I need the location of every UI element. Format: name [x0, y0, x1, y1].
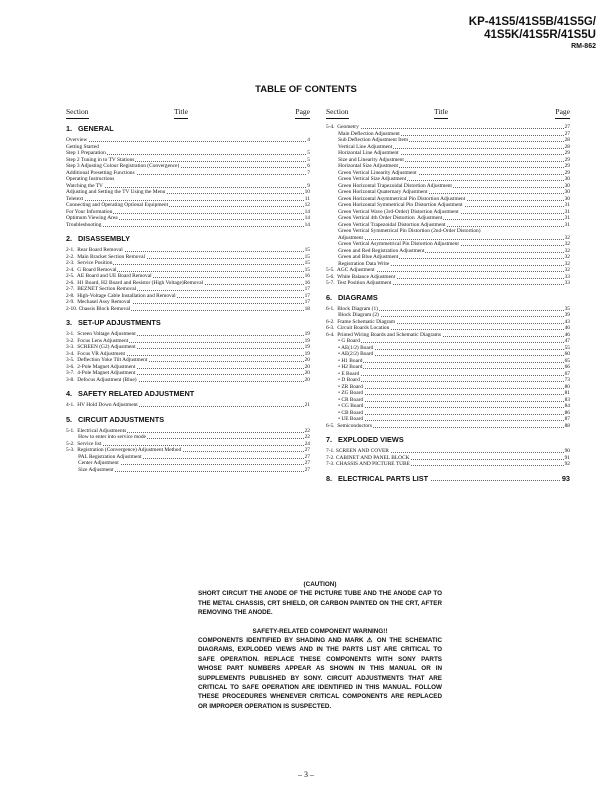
toc-entry[interactable]	[66, 402, 310, 409]
toc-section-heading	[66, 234, 310, 243]
entry-page: 35	[564, 305, 570, 312]
entry-page: 24	[304, 440, 310, 447]
entry-page: 21	[304, 402, 310, 408]
entry-page: 29	[564, 169, 570, 176]
entry-page: 28	[564, 143, 570, 150]
entry-title: Green Horizontal Trapezoidal Distortion Adjustment	[326, 182, 452, 189]
entry-page: 17	[304, 286, 310, 292]
entry-page: 46	[564, 325, 570, 331]
entry-title: Green Vertical Asymmetrical Pin Distortion Adjustment	[326, 241, 459, 247]
leader-dots	[326, 375, 570, 376]
section-number: 2.	[66, 234, 73, 243]
section-number: 8.	[326, 473, 333, 483]
entry-page: 73	[564, 377, 570, 383]
caution-heading: (CAUTION)	[303, 581, 337, 588]
entry-title: 2-6. H1 Board, H2 Board and Resistor (High Voltage)Removal	[66, 279, 204, 286]
entry-page: 15	[304, 247, 310, 253]
entry-page: 66	[564, 364, 570, 370]
entry-page: 10	[304, 189, 310, 195]
entry-title: 6-5. Semiconductors	[326, 422, 372, 429]
entry-page: 15	[304, 266, 310, 273]
left-column-header	[66, 107, 310, 121]
entry-title: • AE(2/2) Board	[326, 351, 374, 357]
entry-title: How to enter into service mode	[66, 434, 146, 440]
page-header: Page	[555, 107, 570, 116]
entry-page: 87	[564, 416, 570, 422]
leader-dots	[326, 381, 570, 382]
entry-title: 3-8. Defocus Adjustment (Blue)	[66, 376, 137, 383]
entry-page: 20	[304, 363, 310, 370]
entry-title: Optimum Viewing Area	[66, 215, 118, 221]
entry-title: 2-2. Main Bracket Section Removal	[66, 253, 146, 260]
toc-entry[interactable]	[326, 461, 570, 468]
entry-title: Green Horizontal Symmetrical Pin Distortion Adjustment	[326, 202, 463, 208]
entry-page: 46	[564, 331, 570, 338]
entry-title: 4-1. HV Hold Down Adjustment	[66, 402, 138, 408]
entry-title: 3-6. 2-Pole Magnet Adjustment	[66, 363, 136, 370]
entry-title: 7-2. CABINET AND PANEL BLOCK	[326, 454, 410, 461]
toc-entry[interactable]	[326, 423, 570, 430]
entry-title: • D Board	[326, 377, 360, 383]
entry-page: 88	[564, 422, 570, 429]
section-number: 4.	[66, 389, 73, 398]
section-label: CIRCUIT ADJUSTMENTS	[78, 414, 165, 424]
entry-page: 29	[564, 163, 570, 169]
entry-title: 5-6. White Balance Adjustment	[326, 273, 396, 280]
entry-title: 2-3. Service Position	[66, 260, 113, 266]
toc-right-column	[326, 124, 570, 487]
entry-page: 27	[304, 453, 310, 460]
entry-title: Sub Deflection Adjustment Item	[326, 137, 409, 143]
section-label: ELECTRICAL PARTS LIST	[338, 473, 429, 483]
entry-page: 39	[564, 312, 570, 318]
toc-left-column	[66, 124, 310, 473]
remote-model: RM-862	[571, 43, 596, 50]
entry-title: Connecting and Operating Optional Equipment	[66, 202, 169, 208]
entry-title: 3-5. Deflection Yoke Tilt Adjustment	[66, 357, 148, 363]
entry-title: Green Vertical Symmetrical Pin Distortion (2nd-Order Distortion)	[326, 228, 481, 234]
entry-title: Size and Linearity Adjustment	[326, 156, 404, 163]
entry-page: 33	[564, 273, 570, 280]
title-header: Title	[434, 107, 448, 116]
title-header: Title	[174, 107, 188, 116]
entry-page: 7	[307, 169, 310, 176]
entry-page: 28	[564, 137, 570, 143]
entry-page: 15	[304, 253, 310, 260]
entry-title: Block Diagram (2)	[326, 312, 379, 318]
entry-title: PAL Registration Adjustment	[66, 453, 142, 460]
entry-title: Step 2 Tuning in to TV Stations	[66, 156, 135, 163]
entry-page: 6	[307, 163, 310, 169]
entry-page: 29	[564, 150, 570, 156]
entry-title: 3-2. Focus Lens Adjustment	[66, 337, 129, 344]
toc-entry[interactable]	[66, 467, 310, 474]
entry-page: 27	[304, 466, 310, 473]
toc-section-heading	[66, 415, 310, 424]
entry-page: 32	[564, 267, 570, 273]
entry-page: 19	[304, 337, 310, 344]
entry-page: 19	[304, 350, 310, 357]
entry-page: 17	[304, 299, 310, 305]
entry-page: 31	[564, 221, 570, 228]
entry-title: Adjustment	[326, 234, 363, 241]
entry-title: Green Horizontal Quaternary Adjustment	[326, 189, 428, 195]
entry-title: Troubleshooting	[66, 221, 102, 228]
entry-page: 43	[564, 318, 570, 325]
entry-title: 6-2. Frame Schematic Diagram	[326, 318, 396, 325]
entry-title: • CR Board	[326, 396, 364, 403]
entry-title: Vertical Line Adjustment	[326, 143, 393, 150]
entry-title: Horizontal Line Adjustment	[326, 150, 399, 156]
entry-page: 67	[564, 370, 570, 377]
entry-page: 14	[304, 221, 310, 228]
entry-page: 27	[304, 460, 310, 466]
entry-title: 7-3. CHASSIS AND PICTURE TUBE	[326, 461, 410, 467]
entry-page: 27	[564, 130, 570, 137]
entry-page: 32	[564, 241, 570, 247]
entry-page: 31	[564, 215, 570, 221]
entry-title: 6-1. Block Diagram (1)	[326, 305, 378, 312]
entry-title: Operating Instructions	[66, 176, 115, 182]
page-title: TABLE OF CONTENTS	[255, 84, 357, 95]
entry-title: Watching the TV	[66, 182, 103, 189]
entry-title: Green Vertical Trapezoidal Distortion Adjustment	[326, 221, 446, 228]
entry-title: • ZG Board	[326, 390, 364, 396]
entry-page: 91	[564, 454, 570, 461]
entry-page: 27	[564, 124, 570, 130]
leader-dots	[326, 342, 570, 343]
entry-title: 3-3. SCREEN (G2) Adjustment	[66, 344, 136, 350]
entry-page: 33	[564, 280, 570, 286]
entry-page: 14	[304, 215, 310, 221]
entry-page: 9	[307, 182, 310, 189]
entry-title: 5-7. Test Position Adjustment	[326, 280, 392, 286]
section-label: SAFETY RELATED ADJUSTMENT	[78, 389, 195, 398]
entry-page: 20	[304, 370, 310, 376]
model-header	[469, 16, 596, 50]
entry-title: Additional Presetting Functions	[66, 169, 135, 176]
leader-dots	[66, 141, 310, 142]
entry-title: Getting Started	[66, 143, 99, 150]
entry-title: Green Vertical Linearity Adjustment	[326, 169, 417, 176]
section-header: Section	[66, 107, 89, 116]
section-number: 5.	[66, 414, 73, 424]
entry-page: 11	[304, 195, 310, 202]
entry-page: 31	[564, 208, 570, 215]
entry-title: 2-1. Rear Board Removal	[66, 247, 123, 253]
entry-page: 55	[564, 344, 570, 351]
section-label: GENERAL	[78, 124, 114, 133]
entry-title: Teletext	[66, 195, 84, 202]
leader-dots	[66, 445, 310, 446]
entry-page: 19	[304, 331, 310, 337]
entry-page: 18	[304, 305, 310, 312]
entry-page: 22	[304, 434, 310, 440]
entry-page: 14	[304, 208, 310, 215]
entry-page: 30	[564, 189, 570, 195]
toc-entry[interactable]	[66, 222, 310, 229]
toc-section-heading	[66, 318, 310, 327]
entry-title: 3-7. 4-Pole Magnet Adjustment	[66, 370, 136, 376]
entry-page: 30	[564, 182, 570, 189]
entry-title: 2-8. High-Voltage Cable Installation and Removal	[66, 292, 176, 299]
entry-page: 5	[307, 156, 310, 163]
entry-title: 7-1. SCREEN AND COVER	[326, 448, 389, 454]
entry-title: Green and Blue Adjustment	[326, 254, 399, 260]
entry-page: 15	[304, 260, 310, 266]
entry-title: Registration Data Write	[326, 260, 390, 267]
entry-page: 92	[564, 461, 570, 467]
entry-page: 20	[304, 376, 310, 383]
entry-title: 5-2. Service list	[66, 440, 102, 447]
entry-page: 86	[564, 409, 570, 416]
entry-title: 2-7. BEZNET Section Removal	[66, 286, 137, 292]
entry-page: 29	[564, 156, 570, 163]
entry-title: Horizontal Size Adjustment	[326, 163, 399, 169]
entry-page: 80	[564, 383, 570, 390]
entry-title: Step 3 Adjusting Colour Registration (Convergence)	[66, 163, 180, 169]
entry-title: • ZR Board	[326, 383, 363, 390]
entry-page: 83	[564, 396, 570, 403]
toc-section-heading	[326, 293, 570, 302]
entry-page: 84	[564, 403, 570, 409]
entry-title: 5-4. Geometry	[326, 124, 359, 130]
toc-section-heading	[326, 474, 570, 483]
entry-page: 5	[307, 150, 310, 156]
model-line-2: 41S5K/41S5R/41S5U	[484, 29, 596, 41]
entry-page: 60	[564, 351, 570, 357]
entry-page: 17	[304, 292, 310, 299]
entry-title: • H2 Board	[326, 364, 363, 370]
entry-page: 32	[564, 260, 570, 267]
caution-text: SHORT CIRCUIT THE ANODE OF THE PICTURE TUBE AND THE ANODE CAP TO THE METAL CHASSIS, CRT SHIELD, OR CARBON PAINTED ON THE CRT, AFTER REMOVING THE ANODE.	[198, 590, 442, 617]
entry-page: 47	[564, 338, 570, 344]
entry-title: • G Board	[326, 338, 360, 344]
entry-page: 32	[564, 234, 570, 241]
entry-title: For Your Information	[66, 208, 113, 215]
entry-title: • CB Board	[326, 409, 364, 416]
section-page: 93	[561, 473, 570, 483]
entry-page: 22	[304, 427, 310, 434]
entry-page: 90	[564, 448, 570, 454]
leader-dots	[66, 200, 310, 201]
entry-title: Overview	[66, 137, 88, 143]
entry-title: Green Horizontal Asymmetrical Pin Distortion Adjustment	[326, 195, 466, 202]
entry-page: 16	[304, 273, 310, 279]
toc-section-heading	[66, 124, 310, 133]
entry-title: • AE(1/2) Board	[326, 344, 374, 351]
entry-title: Green Vertical Size Adjustment	[326, 176, 407, 182]
entry-page: 20	[304, 357, 310, 363]
entry-title: 5-1. Electrical Adjustments	[66, 427, 127, 434]
right-column-header	[326, 107, 570, 121]
page-number: – 3 –	[298, 770, 314, 779]
section-label: DISASSEMBLY	[78, 234, 131, 243]
safety-warning-heading: SAFETY-RELATED COMPONENT WARNING!!	[252, 627, 388, 635]
entry-page: 30	[564, 195, 570, 202]
entry-page: 32	[564, 254, 570, 260]
entry-title: Main Deflection Adjustment	[326, 130, 400, 137]
toc-section-heading	[66, 389, 310, 398]
page-header: Page	[295, 107, 310, 116]
section-number: 6.	[326, 292, 333, 302]
caution-block	[198, 580, 442, 711]
leader-dots	[326, 128, 570, 129]
entry-title: Size Adjustment	[66, 466, 114, 473]
toc-entry[interactable]	[66, 306, 310, 313]
entry-page: 30	[564, 176, 570, 182]
section-label: SET-UP ADJUSTMENTS	[78, 318, 161, 327]
entry-title: Green Vertical 4th Order Distortion Adjustment	[326, 215, 443, 221]
entry-page: 4	[307, 137, 310, 143]
entry-title: 6-4. Printed Wiring Boards and Schematic Diagrams	[326, 331, 441, 338]
entry-title: 3-4. Focus VR Adjustment	[66, 350, 126, 357]
entry-title: 2-4. G Board Removal	[66, 266, 117, 273]
entry-title: 2-9. Mechasel Assy Removal	[66, 299, 131, 305]
entry-title: • H1 Board	[326, 357, 363, 364]
toc-section-heading	[326, 435, 570, 444]
entry-title: Center Adjustment	[66, 460, 119, 466]
section-header: Section	[326, 107, 349, 116]
section-label: EXPLODED VIEWS	[338, 435, 404, 444]
entry-page: 32	[564, 247, 570, 254]
entry-page: 16	[304, 279, 310, 286]
entry-page: 81	[564, 390, 570, 396]
entry-page: 31	[564, 202, 570, 208]
entry-title: • UE Board	[326, 416, 364, 422]
section-number: 3.	[66, 318, 73, 327]
entry-page: 12	[304, 202, 310, 208]
section-label: DIAGRAMS	[338, 292, 378, 302]
entry-page: 27	[304, 447, 310, 453]
entry-title: 5-3. Registration (Convergence) Adjustment Method	[66, 447, 182, 453]
toc-entry[interactable]	[66, 377, 310, 384]
section-number: 7.	[326, 435, 333, 444]
safety-warning-text: COMPONENTS IDENTIFIED BY SHADING AND MARK ⚠ ON THE SCHEMATIC DIAGRAMS, EXPLODED VIEWS AND IN THE PARTS LIST ARE CRITICAL TO SAFE OPERATION. REPLACE THESE COMPONENTS WITH SONY PARTS WHOSE PART NUMBERS APPEAR AS SHOWN IN THIS MANUAL OR IN SUPPLEMENTS PUBLISHED BY SONY. CIRCUIT ADJUSTMENTS THAT ARE CRITICAL TO SAFE OPERATION ARE IDENTIFIED IN THIS MANUAL. FOLLOW THESE PROCEDURES WHENEVER CRITICAL COMPONENTS ARE REPLACED OR IMPROPER OPERATION IS SUSPECTED.	[198, 637, 442, 710]
leader-dots	[66, 226, 310, 227]
entry-title: Adjusting and Setting the TV Using the Menu	[66, 189, 166, 195]
entry-title: • CG Board	[326, 403, 364, 409]
entry-title: 6-3. Circuit Boards Location	[326, 325, 390, 331]
entry-title: 5-5. AGC Adjustment	[326, 267, 375, 273]
entry-title: Green Vertical Wave (3rd-Order) Distortion Adjustment	[326, 208, 459, 215]
toc-entry[interactable]	[326, 280, 570, 287]
model-line-1: KP-41S5/41S5B/41S5G/	[468, 16, 596, 28]
entry-title: Green and Red Registration Adjustment	[326, 247, 425, 254]
entry-title: 2-5. AE Board and UE Board Removal	[66, 273, 152, 279]
entry-title: Step 1 Preparation	[66, 150, 106, 156]
entry-title: • E Board	[326, 370, 360, 377]
section-number: 1.	[66, 124, 73, 133]
entry-title: 3-1. Screen Voltage Adjustment	[66, 331, 136, 337]
entry-page: 65	[564, 357, 570, 364]
entry-page: 19	[304, 344, 310, 350]
entry-title: 2-10. Chassis Block Removal	[66, 305, 131, 312]
